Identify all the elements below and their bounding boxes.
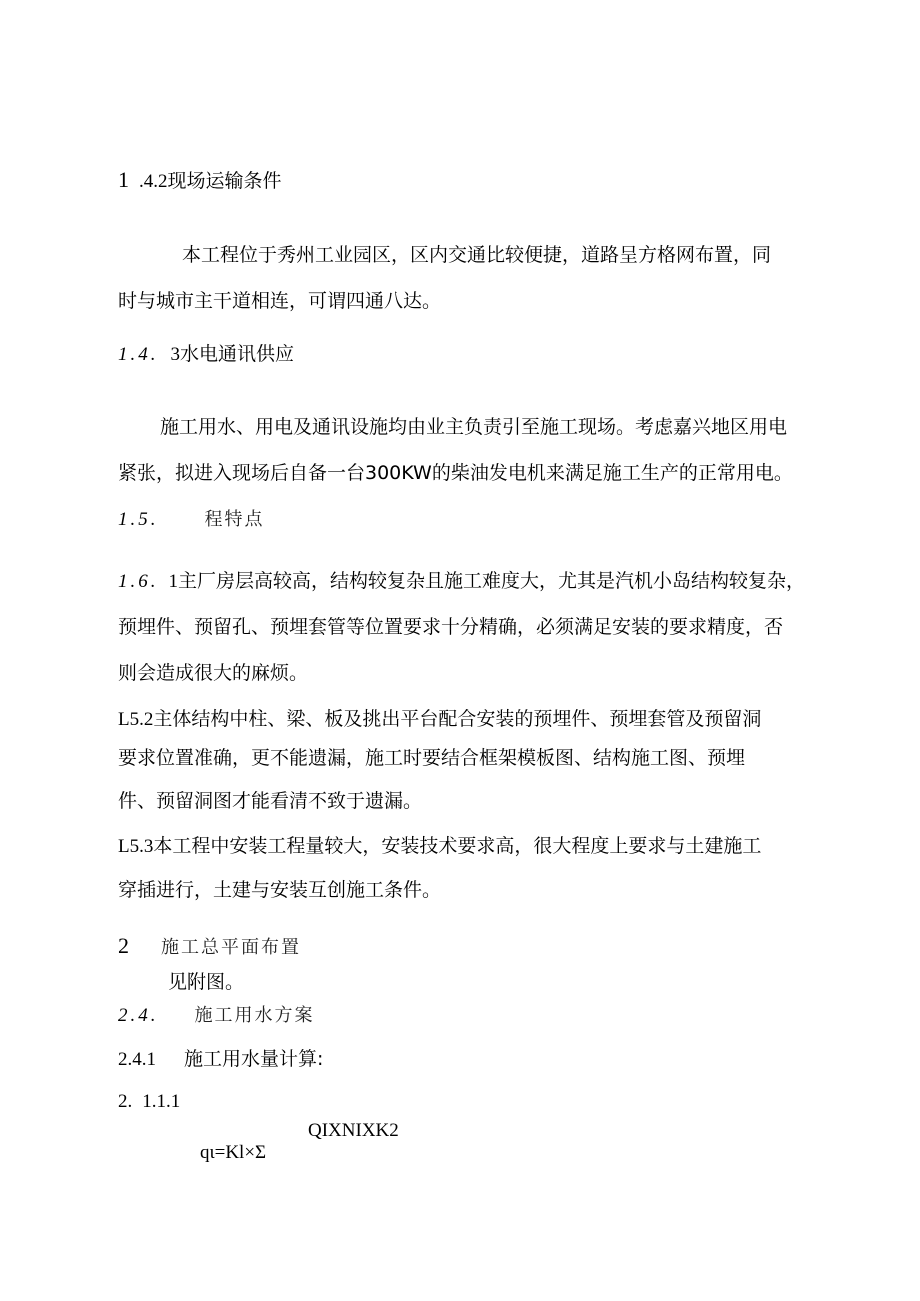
section-title: 施工总平面布置 [161, 937, 301, 958]
section-title: 程特点 [204, 509, 265, 530]
section-number: 1.5. [118, 509, 159, 530]
section-heading-1-4-2 [118, 167, 282, 195]
item-number: L5.2 [118, 709, 154, 730]
item-number-suffix: 1 [168, 571, 178, 592]
paragraph-line [118, 706, 761, 733]
paragraph-line: 则会造成很大的麻烦。 [118, 662, 309, 684]
paragraph-line: 穿插进行，土建与安装互创施工条件。 [118, 879, 442, 901]
section-heading-1-5 [118, 506, 265, 533]
section-number: 1 [118, 167, 129, 192]
paragraph-line: 预埋件、预留孔、预埋套管等位置要求十分精确，必须满足安装的要求精度，否 [118, 616, 784, 638]
paragraph-line: 时与城市主干道相连，可谓四通八达。 [118, 290, 442, 312]
section-number: 2.4. [118, 1005, 159, 1026]
section-heading-2-4-1 [118, 1046, 323, 1073]
section-number: 1.4. [118, 344, 159, 365]
section-number: 2.4.1 [118, 1049, 156, 1070]
item-text: 主体结构中柱、梁、板及挑出平台配合安装的预埋件、预埋套管及预留洞 [153, 708, 762, 730]
paragraph-line: 施工用水、用电及通讯设施均由业主负责引至施工现场。考虑嘉兴地区用电 [160, 416, 788, 438]
section-number-suffix: 3 [170, 344, 180, 365]
paragraph-line [118, 568, 805, 595]
item-number: L5.3 [118, 836, 154, 857]
paragraph-line: 见附图。 [168, 971, 245, 993]
paragraph-line: 紧张，拟进入现场后自备一台300KW的柴油发电机来满足施工生产的正常用电。 [118, 462, 793, 484]
formula-numerator: QIXNIXK2 [308, 1120, 399, 1141]
item-text: 主厂房层高较高，结构较复杂且施工难度大，尤其是汽机小岛结构较复杂， [178, 570, 806, 592]
section-title: 现场运输条件 [167, 170, 282, 192]
item-text: 本工程中安装工程量较大，安装技术要求高，很大程度上要求与土建施工 [153, 835, 762, 857]
paragraph-line [118, 833, 761, 860]
paragraph-line: 要求位置准确，更不能遗漏，施工时要结合框架模板图、结构施工图、预埋 [118, 747, 746, 769]
section-heading-2-1-1-1 [118, 1088, 180, 1115]
section-heading-2-4 [118, 1002, 315, 1029]
formula-lhs: qι=Kl×Σ [200, 1142, 267, 1163]
section-title: 水电通讯供应 [180, 343, 295, 365]
section-number-suffix: .4.2 [139, 171, 168, 192]
section-title: 施工用水方案 [194, 1005, 315, 1026]
section-title: 施工用水量计算: [184, 1048, 324, 1070]
paragraph-line: 本工程位于秀州工业园区，区内交通比较便捷，道路呈方格网布置，同 [182, 244, 772, 266]
section-number-suffix: 1.1.1 [142, 1091, 181, 1112]
section-heading-1-4-3 [118, 341, 294, 368]
section-number: 2 [118, 933, 129, 958]
section-heading-2 [118, 933, 301, 961]
paragraph-line: 件、预留洞图才能看清不致于遗漏。 [118, 790, 423, 812]
item-number: 1.6. [118, 571, 159, 592]
section-number: 2. [118, 1091, 133, 1112]
